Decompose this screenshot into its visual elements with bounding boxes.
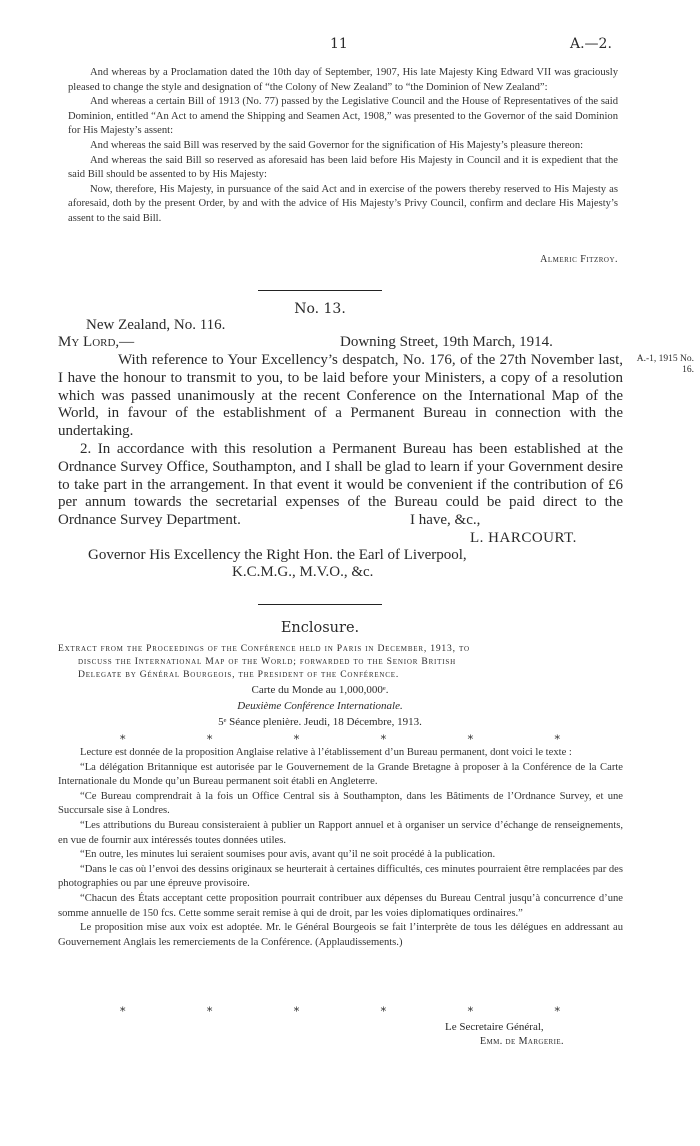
salutation <box>58 334 134 352</box>
salutation-text: My Lord,— <box>58 334 135 350</box>
letter-body <box>58 352 623 530</box>
document-reference: A.—2. <box>570 36 612 52</box>
letter-paragraph: With reference to Your Excellency’s despatch, No. 176, of the 27th November last, I have the honour to transmit to you, to be laid before your Ministers, a copy of a resolution which was passed unanimously at the recent Conference on the International Map of the World, in favour of the establishment of a Permanent Bureau in connection with the undertaking. <box>58 352 623 440</box>
star: * <box>206 1005 213 1018</box>
proclamation-paragraph: And whereas by a Proclamation dated the 10th day of September, 1907, His late Majesty King Edward VII was graciously pleased to change the style and designation of “the Colony of New Zealand” to “the Dominion of New Zealand”: <box>68 67 618 93</box>
star: * <box>554 733 560 746</box>
proclamation-paragraph: And whereas the said Bill was reserved by the said Governor for the signification of His Majesty’s pleasure thereon: <box>90 139 584 151</box>
star: * <box>554 1005 560 1018</box>
proclamation-paragraph: Now, therefore, His Majesty, in pursuance of the said Act and in exercise of the powers thereby reserved to His Majesty as aforesaid, doth by the present Order, by and with the advice of His Majesty’s Privy Council, confirm and declare His Majesty’s assent to the said Bill. <box>68 183 618 224</box>
enclosure-paragraph: Lecture est donnée de la proposition Anglaise relative à l’établissement d’un Bureau permanent, dont voici le texte : <box>80 747 572 758</box>
enclosure-title: Enclosure. <box>280 620 360 636</box>
star: * <box>293 733 300 746</box>
star: * <box>120 1005 126 1018</box>
letter-closing: I have, &c., <box>410 512 481 528</box>
enclosure-paragraph: “La délégation Britannique est autorisée par le Gouvernement de la Grande Bretagne à proposer à la Conférence de la Carte Internationale du Monde qu’un Bureau permanent soit établi en Angleterre. <box>58 761 623 788</box>
proclamation-paragraph: And whereas the said Bill so reserved as aforesaid has been laid before His Majesty in Council and it is expedient that the said Bill should be assented to by His Majesty: <box>68 154 618 181</box>
extract-heading <box>58 642 623 681</box>
margin-reference: A.-1, 1915 No. 16. <box>636 354 694 375</box>
letter-signature: L. HARCOURT. <box>470 530 577 546</box>
star: * <box>467 1005 474 1018</box>
proclamation-signature: Almeric Fitzroy. <box>540 254 618 265</box>
star: * <box>206 733 213 746</box>
asterism <box>120 1005 560 1018</box>
proclamation-paragraph: And whereas a certain Bill of 1913 (No. 77) passed by the Legislative Council and the House of Representatives of the said Dominion, entitled “An Act to amend the Shipping and Seamen Act, 1908,” was presented to the Governor of the said Dominion for His Majesty’s assent: <box>68 96 618 137</box>
secretary-title: Le Secretaire Général, <box>445 1021 544 1033</box>
star: * <box>293 1005 300 1018</box>
enclosure-paragraph: “En outre, les minutes lui seraient soumises pour avis, avant qu’il ne soit procédé à la publication. <box>80 849 496 861</box>
enclosure-paragraph: “Les attributions du Bureau consisteraient à publier un Rapport annuel et à organiser un service d’échange de renseignements, en vue de fournir aux intéressés toutes données utiles. <box>58 819 623 846</box>
star: * <box>380 1005 387 1018</box>
secretary-name: Emm. de Margerie. <box>480 1036 564 1047</box>
section-divider <box>258 290 382 291</box>
extract-line: Extract from the Proceedings of the Conférence held in Paris in December, 1913, to <box>58 643 470 654</box>
seance-heading: 5ᵉ Séance plenière. Jeudi, 18 Décembre, 1913. <box>218 716 422 728</box>
letter-number: No. 13. <box>294 301 346 317</box>
conference-heading: Deuxième Conférence Internationale. <box>237 700 403 712</box>
page-number: 11 <box>330 36 348 52</box>
carte-heading: Carte du Monde au 1,000,000ᵉ. <box>251 684 389 696</box>
enclosure-paragraph: “Chacun des États acceptant cette proposition pourrait contribuer aux dépenses du Bureau Central jusqu’à concurrence d’une somme annuelle de 150 fcs. Cette somme serait remise à qui de droit, par les voies diplomatiques ordinaires.” <box>58 892 623 919</box>
star: * <box>467 733 474 746</box>
extract-line: Delegate by Général Bourgeois, the President of the Conférence. <box>78 669 400 680</box>
asterism <box>120 733 560 746</box>
enclosure-paragraph: Le proposition mise aux voix est adoptée. Mr. le Général Bourgeois se fait l’interprète de tous les délégues en addressant au Gouvernement Anglais les remerciements de la Conférence. (Applaudissements.) <box>58 922 623 948</box>
enclosure-text <box>58 746 623 950</box>
addressee-line-2: K.C.M.G., M.V.O., &c. <box>232 564 374 580</box>
dateline: Downing Street, 19th March, 1914. <box>340 334 553 350</box>
section-divider <box>258 604 382 605</box>
colony-reference: New Zealand, No. 116. <box>86 317 226 333</box>
letter-paragraph: 2. In accordance with this resolution a Permanent Bureau has been established at the Ordnance Survey Office, Southampton, and I shall be glad to learn if your Government desire to take part in the arrangement. In that event it would be convenient if the contribution of £6 per annum towards the secretarial expenses of the Bureau could be paid direct to the Ordnance Survey Department. <box>58 440 623 529</box>
extract-line: discuss the International Map of the World; forwarded to the Senior British <box>78 656 456 667</box>
enclosure-paragraph: “Dans le cas où l’envoi des dessins originaux se heurterait à certaines difficultés, ces minutes pourraient être remplacées par des photographies ou par une épreuve provisoire. <box>58 863 623 890</box>
star: * <box>120 733 126 746</box>
enclosure-paragraph: “Ce Bureau comprendrait à la fois un Office Central sis à Southampton, dans les Bâtiments de l’Ordnance Survey, et une Succursale sise à Londres. <box>58 790 623 817</box>
addressee-line-1: Governor His Excellency the Right Hon. the Earl of Liverpool, <box>88 547 467 563</box>
proclamation-text <box>68 66 618 227</box>
star: * <box>380 733 387 746</box>
